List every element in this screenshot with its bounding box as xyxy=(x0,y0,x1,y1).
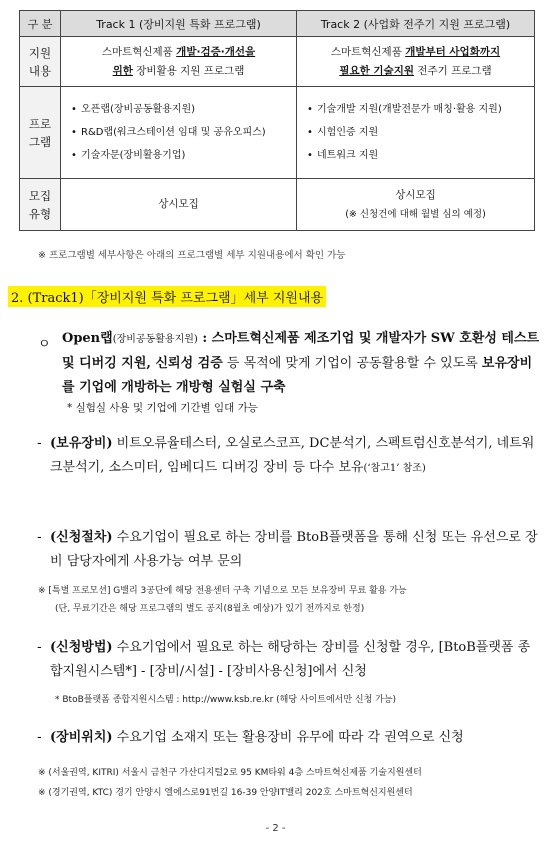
text-span: 상시모집 xyxy=(158,198,199,210)
row-label-line: 유형 xyxy=(28,206,52,221)
dash-marker: - xyxy=(37,640,42,655)
text-span: 위한 xyxy=(112,64,133,77)
program-table xyxy=(19,10,535,231)
list-item: • 기술자문(장비활용기업) xyxy=(81,148,296,164)
table-header-row xyxy=(20,11,535,37)
table-row-support xyxy=(20,37,535,87)
text-span: [BtoB플랫폼 종합지원시스템*] - [장비/시설] - [장비사용신청] xyxy=(50,640,531,679)
track1-program-cell xyxy=(61,87,297,179)
dash-marker: - xyxy=(37,730,42,745)
text-span: 수요기업에서 필요로 하는 해당하는 장비를 신청할 경우, xyxy=(112,640,439,655)
gyeonggi-location-note: ※ (경기권역, KTC) 경기 안양시 엘에스로91번길 16-39 안양IT밸리 202호 스마트혁신지원센터 xyxy=(38,788,413,798)
text-span: (신청절차) xyxy=(50,530,113,545)
openlab-note: * 실험실 사용 및 기업에 기간별 임대 가능 xyxy=(67,402,258,414)
location-paragraph xyxy=(50,726,540,750)
equipment-paragraph xyxy=(50,432,540,481)
text-span: 장비활용 지원 프로그램 xyxy=(132,64,245,77)
track2-support-cell xyxy=(297,37,535,87)
dash-marker: - xyxy=(37,530,42,545)
track1-recruit-cell xyxy=(61,179,297,231)
text-span: 스마트혁신제품 xyxy=(101,45,177,58)
track2-recruit-cell xyxy=(297,179,535,231)
table-note: ※ 프로그램별 세부사항은 아래의 프로그램별 세부 지원내용에서 확인 가능 xyxy=(38,250,346,261)
header-track2: Track 2 (사업화 전주기 지원 프로그램) xyxy=(297,11,535,37)
text-span: 개발·검증·개선을 xyxy=(176,45,256,58)
text-span: 스마트혁신제품 제조기업 및 개발자가 SW 호환성 테스트 및 디버깅 지원, 신뢰성 검증 xyxy=(62,331,540,371)
row-label-line: 내용 xyxy=(28,63,52,78)
text-span: 필요한 기술지원 xyxy=(339,64,414,77)
table-row-program xyxy=(20,87,535,179)
text-span: 전주기 프로그램 xyxy=(413,64,492,77)
text-span: Open랩 xyxy=(62,331,113,346)
openlab-paragraph xyxy=(62,327,540,400)
text-span: 스마트혁신제품 xyxy=(330,45,406,58)
text-span: 상시모집 xyxy=(395,188,436,201)
row-label-program xyxy=(20,87,61,179)
text-span: 비트오류율테스터, 오실로스코프, DC분석기, 스펙트럼신호분석기, 네트워크분석기, 소스미터, 임베디드 디버깅 장비 등 다수 보유 xyxy=(50,436,535,475)
header-category: 구 분 xyxy=(20,11,61,37)
text-span: 개발부터 사업화까지 xyxy=(405,45,501,58)
text-span: (신청방법) xyxy=(50,640,113,655)
text-span: 등 목적에 맞게 기업이 공동활용할 수 있도록 xyxy=(222,356,482,371)
text-span: 에서 신청 xyxy=(312,664,367,679)
list-item: • 시험인증 지원 xyxy=(317,125,534,141)
track2-program-cell xyxy=(297,87,535,179)
text-span: (‘참고1’ 참조) xyxy=(363,463,426,474)
text-span: 수요기업이 필요로 하는 장비를 BtoB플랫폼을 통해 신청 또는 유선으로 장비 담당자에게 사용가능 여부 문의 xyxy=(50,530,538,569)
header-track1: Track 1 (장비지원 특화 프로그램) xyxy=(61,11,297,37)
list-item: • 오픈랩(장비공동활용지원) xyxy=(81,102,296,118)
row-label-line: 모집 xyxy=(28,188,52,203)
track1-support-cell xyxy=(61,37,297,87)
text-span: : xyxy=(197,331,212,346)
row-label-support xyxy=(20,37,61,87)
platform-note: * BtoB플랫폼 종합지원시스템 : http://www.ksb.re.kr (해당 사이트에서만 신청 가능) xyxy=(55,695,397,705)
text-span: (※ 신청건에 대해 월별 심의 예정) xyxy=(345,208,486,220)
page-number: - 2 - xyxy=(265,823,286,834)
section-title: 2. (Track1)「장비지원 특화 프로그램」세부 지원내용 xyxy=(8,286,326,307)
row-label-line: 그램 xyxy=(28,134,52,149)
procedure-paragraph xyxy=(50,526,540,574)
row-label-recruit xyxy=(20,179,61,231)
text-span: 수요기업 소재지 또는 활용장비 유무에 따라 각 권역으로 신청 xyxy=(112,730,464,745)
text-span: (장비위치) xyxy=(50,730,113,745)
promotion-note-detail: (단, 무료기간은 해당 프로그램의 별도 공지(8월초 예상)가 있기 전까지로 한정) xyxy=(55,604,365,614)
row-label-line: 프로 xyxy=(28,116,52,131)
circle-bullet: ㅇ xyxy=(38,337,51,352)
row-label-line: 지원 xyxy=(28,45,52,60)
list-item: • 기술개발 지원(개발전문가 매칭·활용 지원) xyxy=(317,102,534,118)
dash-marker: - xyxy=(37,436,42,451)
list-item: • 네트워크 지원 xyxy=(317,148,534,164)
text-span: 보유장비를 기업에 개방하는 개방형 실험실 구축 xyxy=(62,356,533,395)
seoul-location-note: ※ (서울권역, KITRI) 서울시 금천구 가산디지털2로 95 KM타워 4층 스마트혁신제품 기술지원센터 xyxy=(38,768,422,778)
text-span: (장비공동활용지원) xyxy=(112,334,198,345)
promotion-note: ※ [특별 프로모션] G밸리 3공단에 해당 전용센터 구축 기념으로 모든 보유장비 무료 활용 가능 xyxy=(38,586,407,596)
method-paragraph xyxy=(50,636,540,684)
table-row-recruit xyxy=(20,179,535,231)
text-span: (보유장비) xyxy=(50,436,113,451)
list-item: • R&D랩(워크스테이션 임대 및 공유오피스) xyxy=(81,125,296,141)
